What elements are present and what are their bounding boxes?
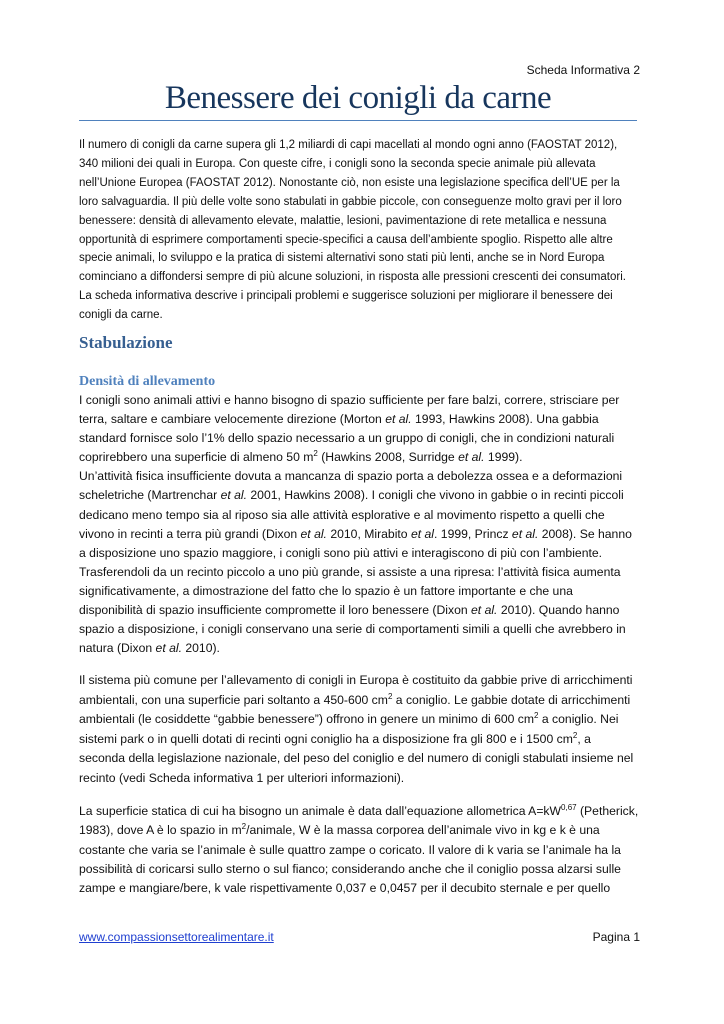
- document-header-label: Scheda Informativa 2: [526, 63, 640, 77]
- text-run: I conigli sono animali attivi e hanno bisogno di spazio sufficiente per fare balzi, correre, strisciare per terra, saltare e cambiare velocemente direzione (Morton: [79, 393, 620, 427]
- text-run: (Hawkins 2008, Surridge: [317, 450, 459, 465]
- citation-italic: et al.: [511, 526, 539, 541]
- text-run: , a seconda della legislazione nazionale, del peso del coniglio e del numero di conigli stabulati insieme nel recinto (vedi Scheda informativa 1 per ulteriori informazioni).: [79, 731, 634, 785]
- text-run: Un’attività fisica insufficiente dovuta a mancanza di spazio porta a debolezza ossea e a deformazioni scheletriche (Martrenchar: [79, 469, 623, 503]
- text-run: 2001, Hawkins 2008). I conigli che vivono in gabbie o in recinti piccoli dedicano meno tempo sia al riposo sia alle attività esplorative e al movimento rispetto a quelli che vivono in recinti a terra più grandi (Dixon: [79, 488, 624, 541]
- text-run: 2010, Mirabito: [326, 526, 411, 541]
- text-run: a coniglio. Le gabbie dotate di arricchimenti ambientali (le cosiddette “gabbie benessere”) offrono in genere un minimo di 600 cm: [79, 692, 631, 726]
- citation-italic: et al.: [220, 488, 247, 503]
- text-run: . 1999, Princz: [434, 526, 512, 541]
- page-number: Pagina 1: [592, 930, 640, 944]
- text-run: a coniglio. Nei sistemi park o in quelli dotati di recinti ogni coniglio ha a disposizione fra gli 800 e i 1500 cm: [79, 712, 619, 746]
- housing-systems-section: [79, 671, 639, 788]
- text-run: 2010).: [181, 641, 220, 656]
- superscript: 2: [534, 710, 539, 720]
- body-paragraph-3: [79, 671, 639, 788]
- intro-paragraph: Il numero di conigli da carne supera gli 1,2 miliardi di capi macellati al mondo ogni anno (FAOSTAT 2012), 340 milioni dei quali in Europa. Con queste cifre, i conigli sono la seconda specie animale più allevata nell’Unione Europea (FAOSTAT 2012). Nonostante ciò, non esiste una legislazione specifica dell’UE per la loro salvaguardia. Il più delle volte sono stabulati in gabbie piccole, con conseguenze molto gravi per il loro benessere: densità di allevamento elevate, malattie, lesioni, pavimentazione di rete metallica e nessuna opportunità di esprimere comportamenti specie-specifici a causa dell’ambiente spoglio. Rispetto alle altre specie animali, lo sviluppo e la pratica di sistemi alternativi sono stati più lenti, anche se in Nord Europa cominciano a diffondersi sempre di più alcune soluzioni, in risposta alle pressioni crescenti dei consumatori. La scheda informativa descrive i principali problemi e suggerisce soluzioni per migliorare il benessere dei conigli da carne.: [79, 139, 626, 322]
- footer-website-link[interactable]: www.compassionsettorealimentare.it: [79, 930, 274, 944]
- citation-italic: et al.: [155, 641, 182, 656]
- citation-italic: et al.: [458, 450, 485, 465]
- density-section: [79, 391, 639, 658]
- body-paragraph-1: [79, 391, 639, 467]
- superscript: 2: [387, 691, 393, 701]
- subsection-heading: Densità di allevamento: [79, 374, 216, 389]
- text-run: 2010). Quando hanno spazio a disposizione, i conigli conservano una serie di comportamenti simili a quelli che avrebbero in natura (Dixon: [79, 603, 626, 656]
- allometric-section: [79, 802, 639, 898]
- superscript: 0,67: [561, 802, 577, 812]
- text-run: (Petherick, 1983), dove A è lo spazio in m: [79, 804, 639, 838]
- text-run: 1993, Hawkins 2008). Una gabbia standard fornisce solo l’1% dello spazio necessario a un gruppo di conigli, che in condizioni naturali coprirebbero una superficie di almeno 50 m: [79, 412, 615, 465]
- section-heading: Stabulazione: [79, 333, 173, 352]
- text-run: La superficie statica di cui ha bisogno un animale è data dall’equazione allometrica A=kW: [79, 804, 562, 818]
- intro-section: [79, 136, 639, 325]
- body-paragraph-4: [79, 802, 639, 898]
- text-run: /animale, W è la massa corporea dell’animale vivo in kg e k è una costante che varia se l’animale è sulle quattro zampe o coricato. Il valore di k varia se l’animale ha la possibilità di coricarsi sullo sterno o sul fianco; considerando anche che il coniglio possa alzarsi sulle zampe e mangiare/bere, k vale rispettivamente 0,037 e 0,0457 per il decubito sternale e per quello: [79, 823, 621, 896]
- citation-italic: et al.: [385, 412, 412, 427]
- citation-italic: et al.: [471, 603, 498, 618]
- text-run: 2008). Se hanno a disposizione uno spazio maggiore, i conigli sono più attivi e interagiscono di più con l’ambiente. Trasferendoli da un recinto piccolo a uno più grande, si assiste a una ripresa: l’attività fisica aumenta significativamente, a dimostrazione del fatto che lo spazio è un fattore importante e che una disponibilità di spazio insufficiente compromette il loro benessere (Dixon: [79, 526, 632, 618]
- document-title: Benessere dei conigli da carne: [164, 80, 552, 116]
- citation-italic: et al.: [300, 526, 327, 541]
- superscript: 2: [313, 449, 318, 459]
- superscript: 2: [572, 730, 578, 740]
- body-paragraph-2: [79, 467, 639, 658]
- title-underline: [79, 120, 637, 121]
- text-run: Il sistema più comune per l’allevamento di conigli in Europa è costituito da gabbie prive di arricchimenti ambientali, con una superficie pari soltanto a 450-600 cm: [79, 673, 633, 707]
- text-run: 1999).: [484, 450, 523, 465]
- superscript: 2: [241, 822, 247, 832]
- citation-italic: et al: [410, 526, 435, 541]
